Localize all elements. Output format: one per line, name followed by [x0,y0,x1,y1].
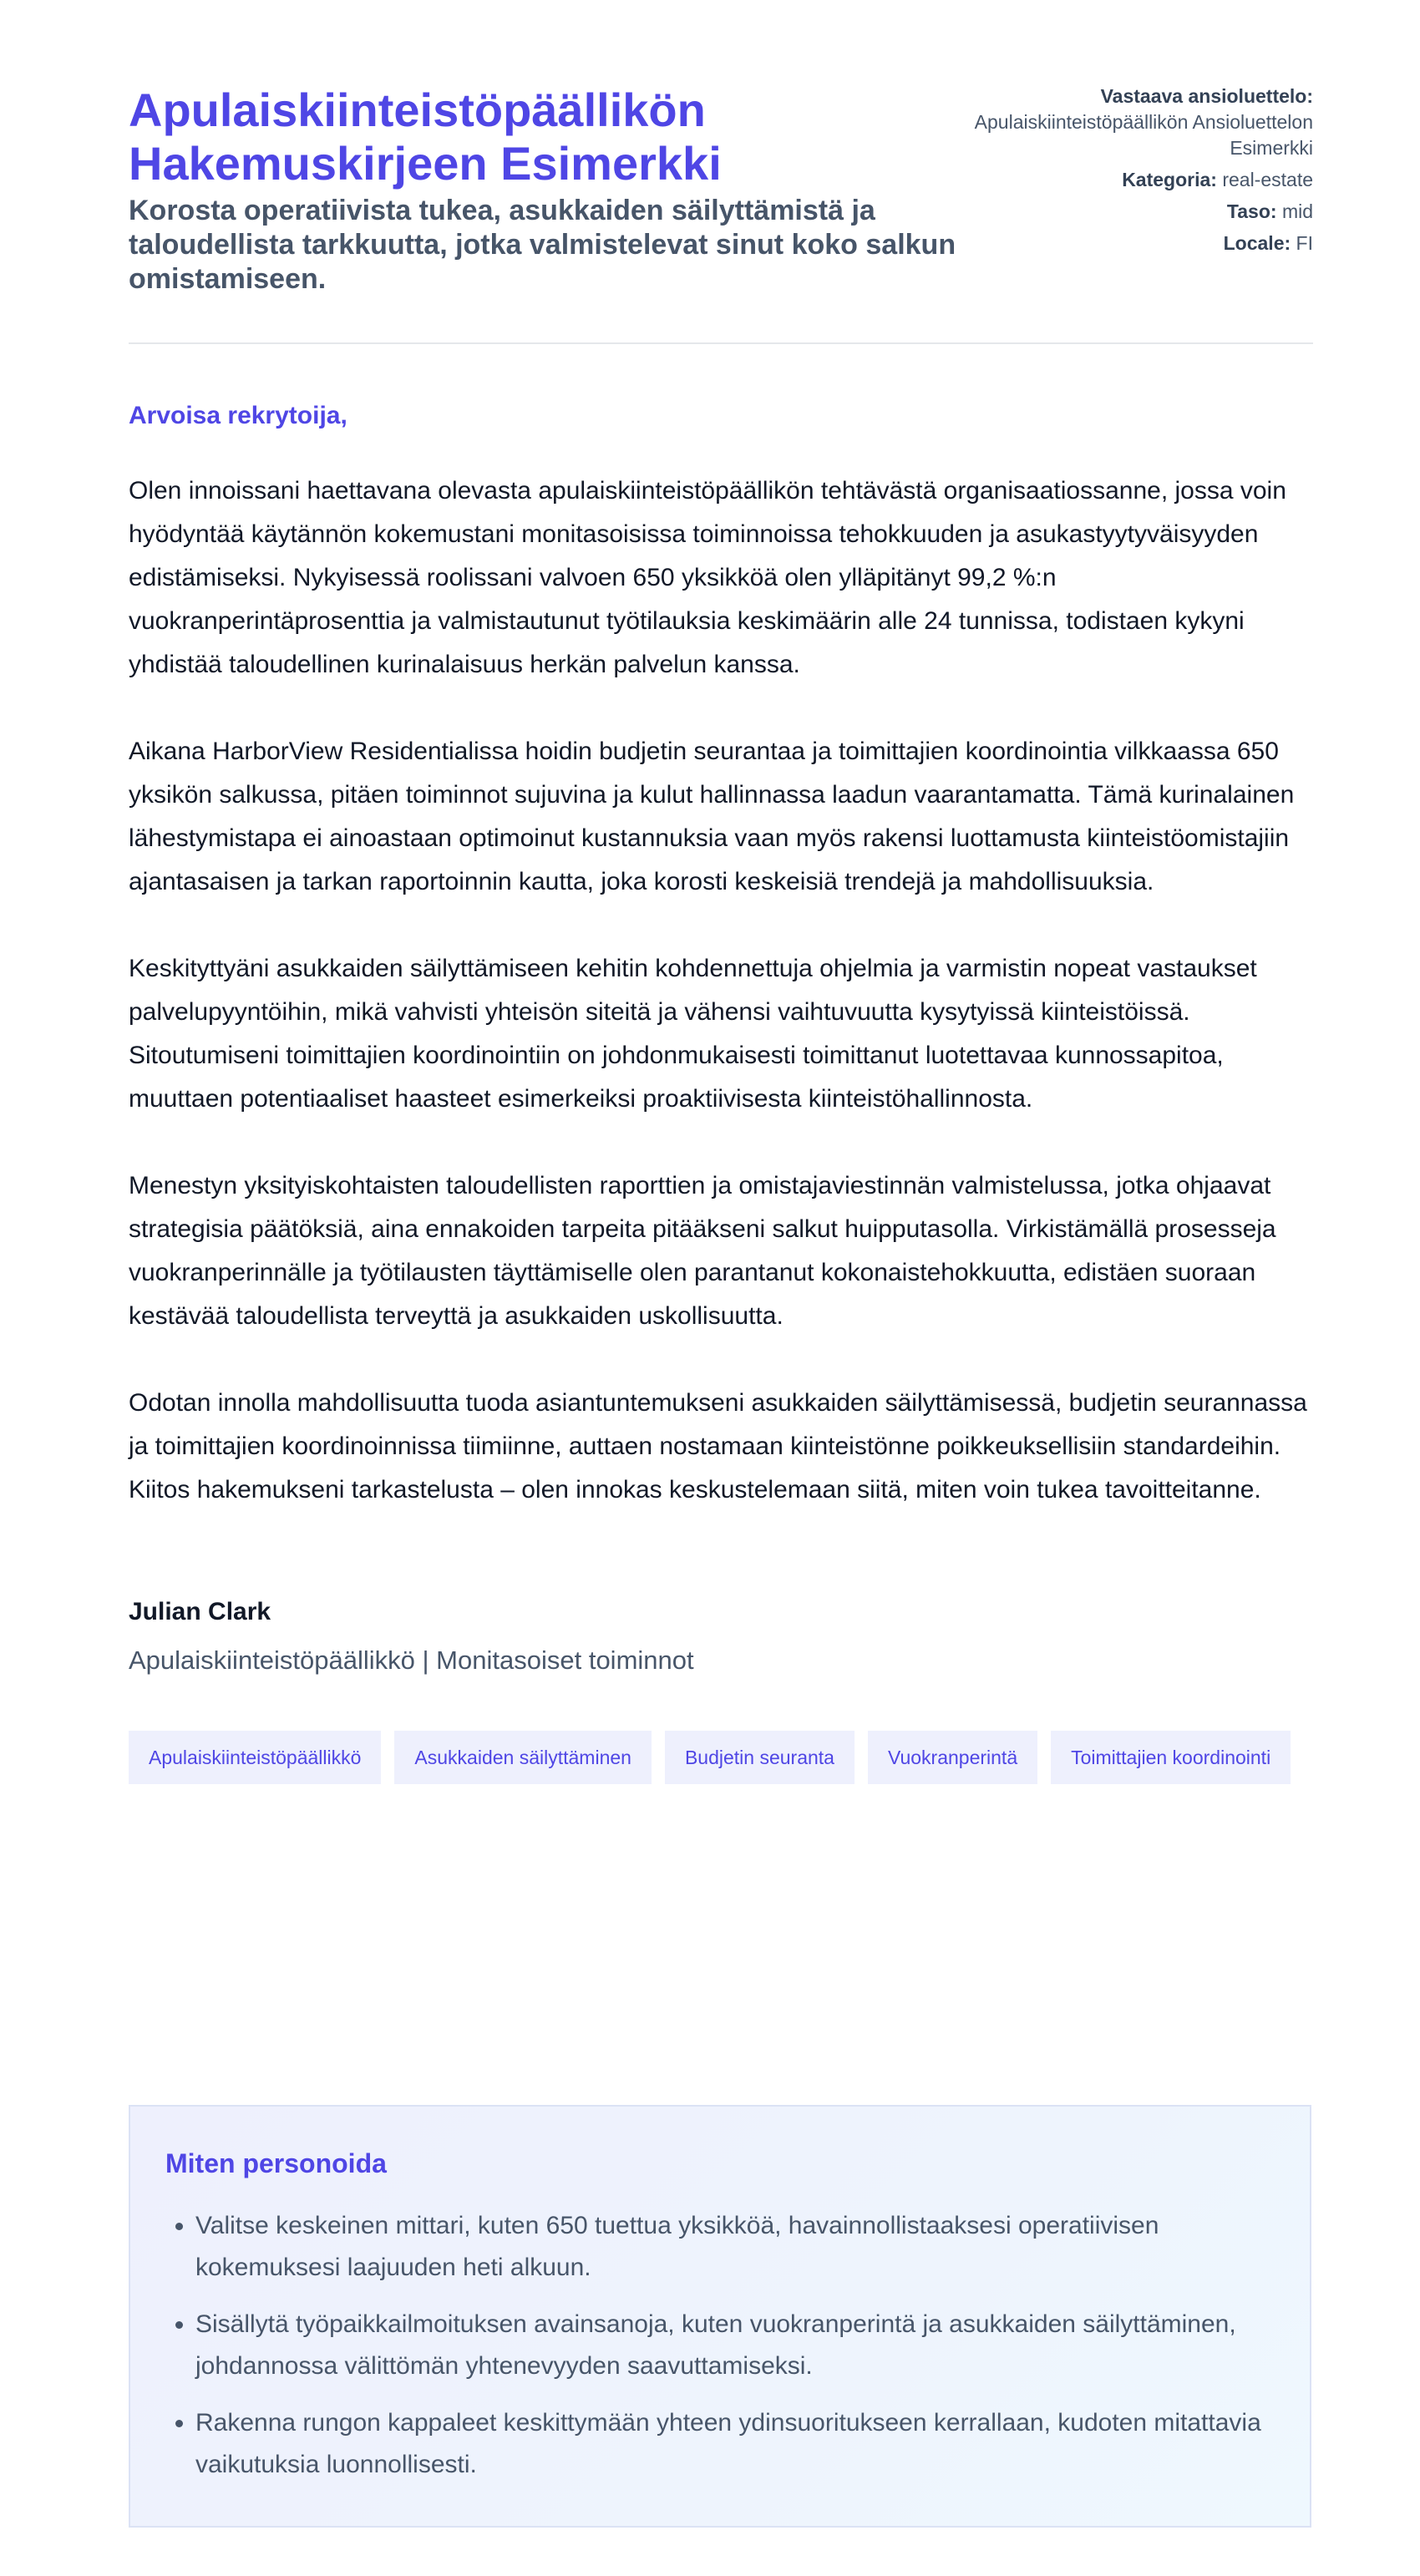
letter-paragraph: Odotan innolla mahdollisuutta tuoda asiantuntemukseni asukkaiden säilyttämisessä, budjetin seurannassa ja toimittajien koordinoinnissa tiimiinne, auttaen nostamaan kiinteistönne poikkeuksellisiin standardeihin. Kiitos hakemukseni tarkastelusta – olen innokas keskustelemaan siitä, miten voin tukea tavoitteitanne. [129,1389,1307,1504]
meta-resume-value: Apulaiskiinteistöpäällikön Ansioluettelon Esimerkki [974,111,1313,159]
tips-list [195,2205,1276,2486]
meta-locale-value: FI [1296,232,1313,254]
header-divider [129,342,1313,344]
personalization-tips-box [129,2105,1311,2528]
keyword-tag: Vuokranperintä [868,1731,1037,1784]
keyword-tags [129,1731,1313,1784]
keyword-tag: Budjetin seuranta [665,1731,855,1784]
metadata-panel [962,84,1313,262]
meta-category-key: Kategoria: [1122,169,1217,190]
letter-paragraph: Keskityttyäni asukkaiden säilyttämiseen kehitin kohdennettuja ohjelmia ja varmistin nopeat vastaukset palvelupyyntöihin, mikä vahvisti yhteisön siteitä ja vähensi vaihtuvuutta kysytyissä kiinteistöissä. Sitoutumiseni toimittajien koordinointiin on johdonmukaisesti toimittanut luotettavaa kunnossapitoa, muuttaen potentiaaliset haasteet esimerkeiksi proaktiivisesta kiinteistöhallinnosta. [129,955,1257,1113]
tip-item: • Valitse keskeinen mittari, kuten 650 tuettua yksikköä, havainnollistaaksesi operatiivisen kokemuksesi laajuuden heti alkuun. [195,2205,1276,2289]
meta-locale [962,231,1313,256]
meta-category [962,167,1313,193]
page-subtitle: Korosta operatiivista tukea, asukkaiden säilyttämistä ja taloudellista tarkkuutta, jotka valmistelevat sinut koko salkun omistamiseen. [129,195,956,295]
meta-level-key: Taso: [1226,200,1277,222]
meta-locale-key: Locale: [1223,232,1291,254]
tip-item: • Rakenna rungon kappaleet keskittymään yhteen ydinsuoritukseen kerrallaan, kudoten mitattavia vaikutuksia luonnollisesti. [195,2402,1276,2486]
keyword-tag: Asukkaiden säilyttäminen [394,1731,652,1784]
signature-name: Julian Clark [129,1598,271,1625]
meta-level [962,199,1313,225]
page-header [129,84,1313,297]
tip-item: • Sisällytä työpaikkailmoituksen avainsanoja, kuten vuokranperintä ja asukkaiden säilyttäminen, johdannossa välittömän yhtenevyyden saavuttamiseksi. [195,2304,1276,2387]
signature-role: Apulaiskiinteistöpäällikkö | Monitasoiset toiminnot [129,1645,694,1675]
meta-resume [962,84,1313,161]
letter-paragraph: Menestyn yksityiskohtaisten taloudellisten raporttien ja omistajaviestinnän valmistelussa, jotka ohjaavat strategisia päätöksiä, aina ennakoiden tarpeita pitääkseni salkut huipputasolla. Virkistämällä prosesseja vuokranperinnälle ja työtilausten täyttämiselle olen parantanut kokonaistehokkuutta, edistäen suoraan kestävää taloudellista terveyttä ja asukkaiden uskollisuutta. [129,1172,1276,1330]
meta-category-value: real-estate [1222,169,1313,190]
keyword-tag: Apulaiskiinteistöpäällikkö [129,1731,381,1784]
letter-paragraph: Aikana HarborView Residentialissa hoidin budjetin seurantaa ja toimittajien koordinointia vilkkaassa 650 yksikön salkussa, pitäen toiminnot sujuvina ja kulut hallinnassa laadun vaarantamatta. Tämä kurinalainen lähestymistapa ei ainoastaan optimoinut kustannuksia vaan myös rakensi luottamusta kiinteistöomistajiin ajantasaisen ja tarkan raportoinnin kautta, joka korosti keskeisiä trendejä ja mahdollisuuksia. [129,738,1295,895]
meta-resume-key: Vastaava ansioluettelo: [1100,85,1313,107]
keyword-tag: Toimittajien koordinointi [1051,1731,1291,1784]
letter-paragraph: Olen innoissani haettavana olevasta apulaiskiinteistöpäällikön tehtävästä organisaatiossanne, jossa voin hyödyntää käytännön kokemustani monitasoisissa toiminnoissa tehokkuuden ja asukastyytyväisyyden edistämiseksi. Nykyisessä roolissani valvoen 650 yksikköä olen ylläpitänyt 99,2 %:n vuokranperintäprosenttia ja valmistautunut työtilauksia keskimäärin alle 24 tunnissa, todistaen kykyni yhdistää taloudellinen kurinalaisuus herkän palvelun kanssa. [129,477,1286,678]
tips-title: Miten personoida [165,2148,387,2178]
letter-body [129,399,1313,1784]
letter-greeting: Arvoisa rekrytoija, [129,402,347,429]
meta-level-value: mid [1281,200,1313,222]
page-title: Apulaiskiinteistöpäällikön Hakemuskirjeen Esimerkki [129,84,722,190]
